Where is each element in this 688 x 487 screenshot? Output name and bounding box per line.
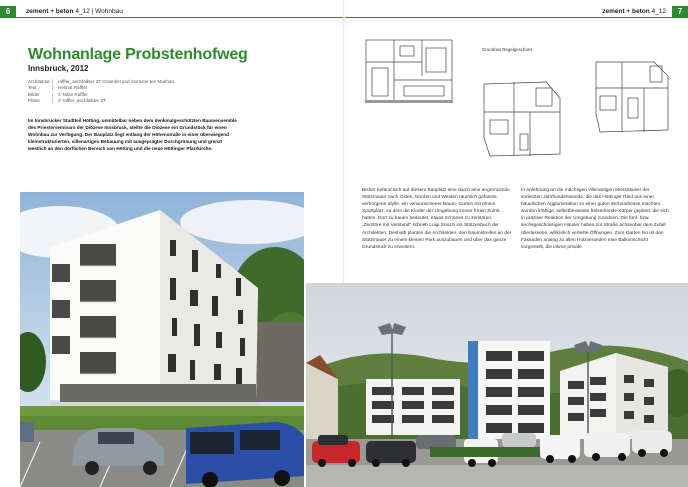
credit-row: Text | Helmut Raffler bbox=[28, 85, 88, 91]
article-title: Wohnanlage Probstenhofweg bbox=[28, 46, 248, 63]
body-column-2: In Anlehnung an die mächtigen villenartigen Mietshäuser der vorletzten Jahrhundertwende, die das Höttinger Ried aus einer bäuerlichen Agglomeration zu einer guten Wohnadresse machten, wurden kräftige, selbstbewusste freistehende Körper geplant, die sich in präziser Reaktion der Umgebung zuordnen. Die fünf- bzw. sechsgeschossigen Häuser haben zur Straße achsenbar dem Zufall überlassene, willkürlich verteilte Öffnungen. Zum Garten hin ist den Fassaden analog zu allen Holzveranden eine Balkonschicht vorgestellt, die intime private bbox=[521, 188, 669, 250]
left-header-rule bbox=[0, 17, 343, 18]
credit-row: Bilder | © Nilan Raffler bbox=[28, 91, 88, 97]
floor-plan-2 bbox=[480, 78, 564, 160]
credit-row: Architektur | raffler_aschfalkter ZT GesmbH und morsime ten Maehan bbox=[28, 79, 174, 84]
left-section: Wohnbau bbox=[95, 8, 123, 15]
left-page-number: 6 bbox=[0, 6, 16, 18]
floor-plan-3 bbox=[592, 58, 672, 136]
left-running-header bbox=[0, 6, 343, 18]
article-credits bbox=[28, 79, 218, 105]
plan-caption: Grundriss Regelgeschoss bbox=[482, 47, 533, 52]
body-column-1: Bisher befand sich auf diesem Bauplatz eine durch eine angrenzende Stützmauer nach Osten, Norden und Westen räumlich gefasste, verborgene Idylle, ein verwunschener Baum- Garten mit einem Sportplatz, zu dem die Kinder der Umgebung immer freien Zutritt hatten. Dort zu bauen bedeutet, etwas Schönes zu zerstören. „Zerstöre mit Verstand" schrieb Luigi Snozzi ins Stützenbuch der Architekten. Deshalb planten die Architekten, den Baumstreifen an der Stützmauer zu einem kleinen Park auszubauen und über das ganze Grundstück zu erweitern. bbox=[362, 188, 512, 250]
floor-plan-1 bbox=[360, 36, 460, 108]
left-magazine-title: zement + beton bbox=[26, 8, 74, 15]
right-running-header bbox=[345, 6, 688, 18]
credit-row: Pläne | © raffler_aschfalkter ZT bbox=[28, 98, 106, 104]
right-page-number: 7 bbox=[672, 6, 688, 18]
lead-paragraph: Im Innsbrucker Stadtteil Hötting, unmittelbar neben dem denkmalgeschützten Baumensemble des Priesterseminars der Diözese Innsbruck, stellte die Diözese ein Grundstück für einen Wohnbau zur Verfügung. Der Bauplatz liegt entlang der Höhenstraße in einer überwiegend kleinstrukturierten, villenartigen Bebauung mit ausgeprägter Durchgrünung und grenzt westlich an den dörflichen Bereich von Hötting und die neue Höttinger Pfarrkirche. bbox=[28, 118, 237, 151]
right-magazine-title: zement + beton bbox=[602, 8, 650, 15]
left-issue: 4_12 bbox=[75, 8, 90, 15]
right-issue: 4_12 bbox=[651, 8, 666, 15]
article-subtitle: Innsbruck, 2012 bbox=[28, 64, 89, 73]
building-photo-ensemble bbox=[306, 283, 688, 487]
left-magazine-name: zement + beton 4_12 | Wohnbau bbox=[26, 8, 123, 15]
right-header-rule bbox=[345, 17, 688, 18]
building-photo-front bbox=[20, 192, 304, 487]
